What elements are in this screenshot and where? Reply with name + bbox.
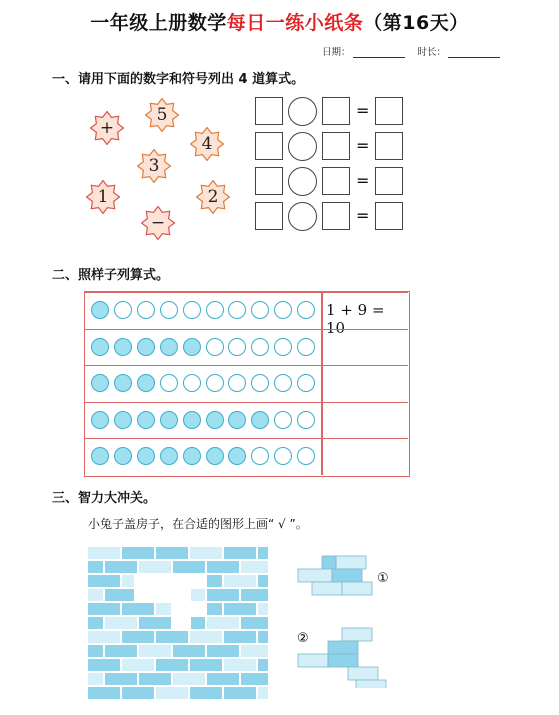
wall-brick (224, 547, 257, 560)
option1-label: ① (377, 571, 389, 586)
operand-box-2[interactable] (322, 97, 350, 125)
duration-blank[interactable] (448, 56, 500, 58)
date-label: 日期： (322, 47, 351, 58)
result-box[interactable] (375, 132, 403, 160)
section2-heading: 二、照样子列算式。 (52, 268, 170, 283)
wall-brick (105, 673, 138, 686)
operand-box-2[interactable] (322, 202, 350, 230)
wall-brick (139, 673, 172, 686)
empty-circle (297, 338, 315, 356)
filled-circle (206, 411, 224, 429)
empty-circle (137, 301, 155, 319)
filled-circle (91, 338, 109, 356)
wall-brick (258, 631, 269, 644)
empty-circle (228, 374, 246, 392)
empty-circle (206, 374, 224, 392)
section3-heading: 三、智力大冲关。 (52, 491, 157, 506)
empty-circle (228, 338, 246, 356)
wall-brick (156, 687, 189, 700)
star-label: 5 (156, 105, 168, 125)
empty-circle (297, 301, 315, 319)
wall-brick (139, 561, 172, 574)
wall-brick (224, 659, 257, 672)
operand-box-2[interactable] (322, 167, 350, 195)
operand-box-1[interactable] (255, 202, 283, 230)
empty-circle (160, 301, 178, 319)
filled-circle (137, 411, 155, 429)
table-row (85, 292, 408, 337)
wall-brick (173, 645, 206, 658)
empty-circle (251, 338, 269, 356)
wall-brick (139, 617, 172, 630)
brick-options (292, 550, 402, 688)
equation-row (255, 132, 405, 160)
star-card-1 (145, 98, 179, 132)
wall-brick (190, 631, 223, 644)
empty-circle (206, 301, 224, 319)
wall-brick (190, 547, 223, 560)
star-label: − (150, 213, 166, 233)
equals-sign: = (356, 206, 370, 225)
wall-brick (105, 617, 138, 630)
operand-box-1[interactable] (255, 167, 283, 195)
star-card-4 (86, 180, 120, 214)
wall-brick (207, 617, 240, 630)
title-prefix: 一年级上册数学 (90, 12, 227, 34)
empty-circle (297, 411, 315, 429)
result-box[interactable] (375, 202, 403, 230)
equation-row (255, 167, 405, 195)
wall-brick (105, 589, 138, 602)
operator-circle[interactable] (288, 167, 317, 196)
wall-brick (258, 547, 269, 560)
title-suffix: （第16天） (363, 12, 469, 34)
filled-circle (114, 374, 132, 392)
wall-brick (88, 673, 104, 686)
result-box[interactable] (375, 167, 403, 195)
equation-row (255, 202, 405, 230)
table-row (85, 438, 408, 476)
filled-circle (251, 411, 269, 429)
operand-box-1[interactable] (255, 132, 283, 160)
star-card-5 (196, 180, 230, 214)
empty-circle (274, 338, 292, 356)
filled-circle (114, 447, 132, 465)
option-brick (322, 556, 336, 569)
wall-brick (207, 589, 240, 602)
wall-brick (207, 645, 240, 658)
filled-circle (91, 411, 109, 429)
star-label: 4 (201, 134, 213, 154)
wall-brick (224, 575, 257, 588)
wall-brick (122, 603, 155, 616)
empty-circle (297, 447, 315, 465)
equals-sign: = (356, 171, 370, 190)
filled-circle (91, 301, 109, 319)
section1-heading: 一、请用下面的数字和符号列出 4 道算式。 (52, 72, 305, 87)
star-label: + (99, 118, 115, 138)
result-box[interactable] (375, 97, 403, 125)
duration-label: 时长： (417, 47, 447, 58)
wall-brick (156, 659, 189, 672)
operator-circle[interactable] (288, 132, 317, 161)
operator-circle[interactable] (288, 97, 317, 126)
wall-brick (88, 617, 104, 630)
option-brick (342, 582, 372, 595)
option2-label: ② (297, 631, 309, 646)
title-highlight: 每日一练小纸条 (226, 12, 364, 34)
equals-sign: = (356, 136, 370, 155)
wall-brick (88, 575, 121, 588)
wall-brick (88, 631, 121, 644)
wall-brick (241, 673, 269, 686)
wall-brick (224, 631, 257, 644)
star-card-0 (90, 111, 124, 145)
wall-brick (88, 547, 121, 560)
option-brick (348, 667, 378, 680)
filled-circle (160, 338, 178, 356)
answer-cell: 1 + 9 = 10 (326, 301, 385, 337)
wall-brick (190, 687, 223, 700)
option-brick (356, 680, 386, 688)
empty-circle (251, 301, 269, 319)
empty-circle (160, 374, 178, 392)
wall-brick (241, 561, 269, 574)
empty-circle (297, 374, 315, 392)
star-card-3 (137, 149, 171, 183)
star-card-6 (141, 206, 175, 240)
page-title (0, 8, 559, 35)
option-brick (328, 654, 358, 667)
empty-circle (274, 374, 292, 392)
wall-brick (207, 673, 240, 686)
wall-brick (122, 659, 155, 672)
empty-circle (114, 301, 132, 319)
star-label: 3 (148, 156, 160, 176)
option-brick (332, 569, 362, 582)
brick-wall (87, 546, 272, 701)
option-brick (342, 628, 372, 641)
wall-brick (241, 645, 269, 658)
wall-brick (241, 589, 269, 602)
meta-info (322, 44, 504, 58)
operand-box-1[interactable] (255, 97, 283, 125)
wall-brick (139, 645, 172, 658)
empty-circle (251, 447, 269, 465)
filled-circle (114, 411, 132, 429)
wall-brick (122, 687, 155, 700)
option-brick (298, 569, 332, 582)
wall-brick (156, 631, 189, 644)
star-card-2 (190, 127, 224, 161)
wall-brick (190, 659, 223, 672)
wall-brick (224, 687, 257, 700)
date-blank[interactable] (353, 56, 405, 58)
filled-circle (137, 374, 155, 392)
table-row (85, 329, 408, 367)
brick-option-2[interactable] (298, 628, 386, 688)
filled-circle (114, 338, 132, 356)
wall-brick (88, 659, 121, 672)
wall-brick (88, 645, 104, 658)
wall-brick (88, 603, 121, 616)
wall-brick (224, 603, 257, 616)
wall-brick (207, 561, 240, 574)
option-brick (336, 556, 366, 569)
wall-brick (258, 687, 269, 700)
wall-brick (258, 575, 269, 588)
wall-brick (156, 547, 189, 560)
filled-circle (160, 411, 178, 429)
filled-circle (183, 411, 201, 429)
wall-brick (88, 589, 104, 602)
option-brick (328, 641, 358, 654)
wall-brick (105, 645, 138, 658)
table-row (85, 402, 408, 440)
empty-circle (183, 301, 201, 319)
empty-circle (228, 301, 246, 319)
wall-brick (88, 687, 121, 700)
wall-brick (241, 617, 269, 630)
filled-circle (91, 374, 109, 392)
wall-brick (88, 561, 104, 574)
empty-circle (274, 301, 292, 319)
option-brick (298, 654, 328, 667)
equals-sign: = (356, 101, 370, 120)
filled-circle (183, 447, 201, 465)
section3-instruction: 小兔子盖房子，在合适的图形上画“ √ ”。 (88, 517, 308, 531)
filled-circle (206, 447, 224, 465)
empty-circle (183, 374, 201, 392)
filled-circle (228, 411, 246, 429)
empty-circle (206, 338, 224, 356)
wall-brick (122, 547, 155, 560)
wall-brick (173, 673, 206, 686)
filled-circle (137, 447, 155, 465)
wall-brick (122, 631, 155, 644)
operator-circle[interactable] (288, 202, 317, 231)
filled-circle (160, 447, 178, 465)
filled-circle (228, 447, 246, 465)
wall-brick (258, 659, 269, 672)
wall-brick (105, 561, 138, 574)
option-brick (312, 582, 342, 595)
filled-circle (183, 338, 201, 356)
star-label: 2 (207, 187, 219, 207)
wall-brick (258, 603, 269, 616)
brick-option-1[interactable] (298, 556, 372, 595)
empty-circle (251, 374, 269, 392)
empty-circle (274, 411, 292, 429)
filled-circle (91, 447, 109, 465)
filled-circle (137, 338, 155, 356)
wall-brick (173, 561, 206, 574)
star-label: 1 (97, 187, 109, 207)
empty-circle (274, 447, 292, 465)
counting-table (84, 291, 410, 477)
table-row (85, 365, 408, 403)
equation-row (255, 97, 405, 125)
operand-box-2[interactable] (322, 132, 350, 160)
